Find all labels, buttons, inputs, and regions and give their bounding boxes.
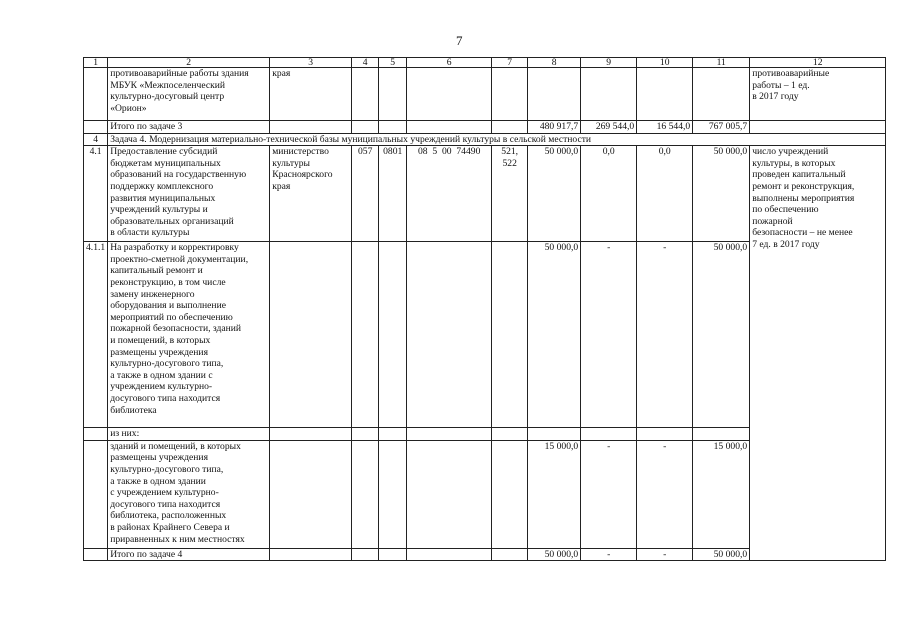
row-value: - <box>637 242 693 428</box>
row-value: 15 000,0 <box>693 440 750 548</box>
header-cell: 8 <box>528 58 581 68</box>
row-value: 0,0 <box>581 146 637 242</box>
row-value: - <box>581 440 637 548</box>
row-text: противоаварийные работы здания МБУК «Межпоселенческий культурно-досуговый центр «Орион» <box>108 68 270 121</box>
row-value: 50 000,0 <box>528 242 581 428</box>
program-table <box>83 57 886 561</box>
row-code: 057 <box>352 146 379 242</box>
row-value: 0,0 <box>637 146 693 242</box>
row-value: - <box>637 440 693 548</box>
row-value: 50 000,0 <box>693 146 750 242</box>
header-cell: 4 <box>352 58 379 68</box>
row-result: противоаварийные работы – 1 ед. в 2017 году <box>750 68 886 121</box>
row-value: 50 000,0 <box>693 242 750 428</box>
header-cell: 7 <box>492 58 528 68</box>
row-text: Предоставление субсидий бюджетам муниципальных образований на государственную поддержку комплексного развития муниципальных учреждений культуры и образовательных организаций в области культуры <box>108 146 270 242</box>
total-value: 50 000,0 <box>528 548 581 561</box>
header-cell: 2 <box>108 58 270 68</box>
total-value: 269 544,0 <box>581 121 637 134</box>
total-value: 767 005,7 <box>693 121 750 134</box>
task-number: 4 <box>84 133 108 146</box>
header-cell: 10 <box>637 58 693 68</box>
row-value: 15 000,0 <box>528 440 581 548</box>
header-cell: 12 <box>750 58 886 68</box>
total-row <box>84 121 886 134</box>
row-code: 521, 522 <box>492 146 528 242</box>
row-executor: края <box>270 68 352 121</box>
total-value: - <box>581 548 637 561</box>
row-value: - <box>581 242 637 428</box>
total-label: Итого по задаче 3 <box>108 121 270 134</box>
table-row <box>84 68 886 121</box>
row-text: зданий и помещений, в которых размещены учреждения культурно-досугового типа, а также в одном здании с учреждением культурно- досугового типа находится библиотека, расположенных в районах Крайнего Севера и приравненных к ним местностях <box>108 440 270 548</box>
header-cell: 3 <box>270 58 352 68</box>
header-row <box>84 58 886 68</box>
header-cell: 6 <box>407 58 492 68</box>
row-text: из них: <box>108 428 270 441</box>
header-cell: 9 <box>581 58 637 68</box>
row-value: 50 000,0 <box>528 146 581 242</box>
task-title: Задача 4. Модернизация материально-технической базы муниципальных учреждений культуры в сельской местности <box>108 133 886 146</box>
page-number: 7 <box>456 33 463 48</box>
row-code: 08 5 00 74490 <box>407 146 492 242</box>
total-value: 16 544,0 <box>637 121 693 134</box>
row-executor: министерство культуры Красноярского края <box>270 146 352 242</box>
task-row <box>84 133 886 146</box>
table-row <box>84 146 886 242</box>
header-cell: 5 <box>379 58 407 68</box>
row-result: число учреждений культуры, в которых проведен капитальный ремонт и реконструкция, выполнены мероприятия по обеспечению пожарной безопасности – не менее 7 ед. в 2017 году <box>750 146 886 561</box>
row-number: 4.1.1 <box>84 242 108 428</box>
total-value: 480 917,7 <box>528 121 581 134</box>
total-value: - <box>637 548 693 561</box>
total-value: 50 000,0 <box>693 548 750 561</box>
row-text: На разработку и корректировку проектно-сметной документации, капитальный ремонт и реконструкцию, в том числе замену инженерного оборудования и выполнение мероприятий по обеспечению пожарной безопасности, зданий и помещений, в которых размещены учреждения культурно-досугового типа, а также в одном здании с учреждением культурно- досугового типа находится библиотека <box>108 242 270 428</box>
header-cell: 1 <box>84 58 108 68</box>
total-label: Итого по задаче 4 <box>108 548 270 561</box>
row-number: 4.1 <box>84 146 108 242</box>
row-code: 0801 <box>379 146 407 242</box>
header-cell: 11 <box>693 58 750 68</box>
